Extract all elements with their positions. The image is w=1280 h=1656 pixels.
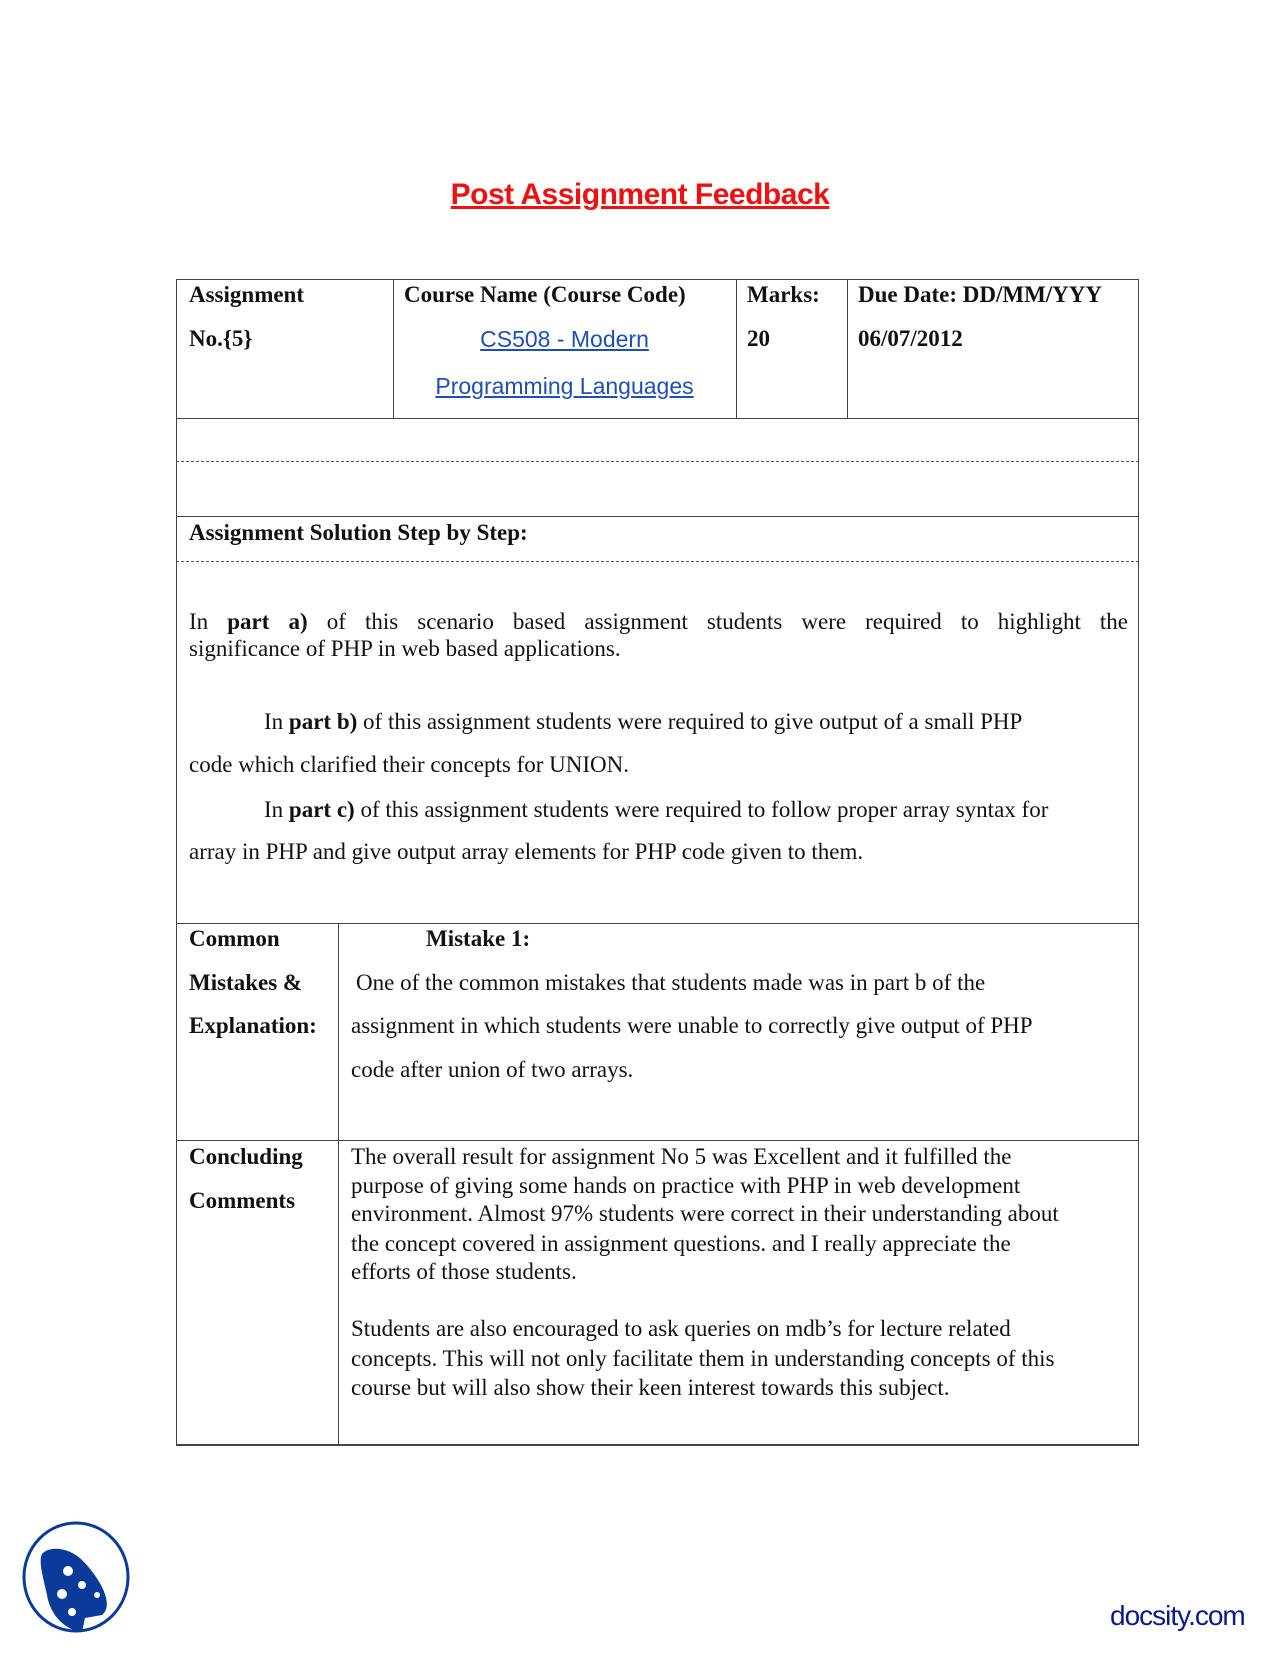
- part-label: part c): [288, 797, 355, 822]
- course-link-line1-wrap: [393, 325, 736, 354]
- concluding-label: Comments: [189, 1188, 296, 1213]
- comment-line: environment. Almost 97% students were correct in their understanding about: [351, 1201, 1059, 1226]
- due-date-value: 06/07/2012: [858, 326, 963, 351]
- docsity-logo-icon: [20, 1520, 132, 1635]
- mistakes-label: Explanation:: [189, 1013, 317, 1038]
- table-border-bottom: [176, 1444, 1139, 1446]
- mistakes-label: Common: [189, 926, 280, 951]
- concluding-label: Concluding: [189, 1144, 303, 1169]
- table-divider: [176, 1140, 1139, 1141]
- marks-label: Marks:: [747, 282, 820, 307]
- column-divider: [736, 279, 737, 418]
- part-label: part a): [227, 609, 308, 634]
- text: of this scenario based assignment students were required to highlight the: [326, 609, 1129, 634]
- table-divider: [176, 516, 1139, 517]
- course-link[interactable]: CS508 - Modern: [480, 326, 649, 352]
- marks-value: 20: [747, 326, 770, 351]
- text: In: [189, 609, 209, 634]
- text: In: [264, 797, 284, 822]
- comment-line: the concept covered in assignment questions. and I really appreciate the: [351, 1231, 1011, 1256]
- part-c-line2: array in PHP and give output array elements for PHP code given to them.: [189, 839, 864, 864]
- mistake-line: assignment in which students were unable to correctly give output of PHP: [351, 1013, 1033, 1038]
- page-title: Post Assignment Feedback: [450, 178, 830, 211]
- due-date-label: Due Date: DD/MM/YYY: [858, 282, 1102, 307]
- table-border-left: [176, 279, 177, 1445]
- course-link-line2-wrap: [393, 372, 736, 401]
- table-border-top: [176, 279, 1139, 280]
- part-a-line2: significance of PHP in web based applications.: [189, 636, 621, 661]
- comment-line: purpose of giving some hands on practice with PHP in web development: [351, 1173, 1021, 1198]
- assignment-number: No.{5}: [189, 326, 253, 351]
- mistake-heading: Mistake 1:: [426, 926, 531, 951]
- part-label: part b): [288, 709, 358, 734]
- part-b-line2: code which clarified their concepts for UNION.: [189, 752, 630, 777]
- course-link[interactable]: Programming Languages: [435, 373, 694, 399]
- mistakes-label: Mistakes &: [189, 970, 303, 995]
- course-label: Course Name (Course Code): [404, 282, 686, 307]
- table-divider: [176, 418, 1139, 419]
- comment-line: concepts. This will not only facilitate them in understanding concepts of this: [351, 1346, 1055, 1371]
- table-border-right: [1138, 279, 1139, 1445]
- comment-line: The overall result for assignment No 5 was Excellent and it fulfilled the: [351, 1144, 1012, 1169]
- solution-heading: Assignment Solution Step by Step:: [189, 520, 528, 545]
- table-divider: [176, 923, 1139, 924]
- docsity-brand-link[interactable]: docsity.com: [1110, 1600, 1245, 1631]
- text: of this assignment students were required to give output of a small PHP: [363, 709, 1023, 734]
- dashed-divider: [176, 461, 1139, 462]
- text: of this assignment students were required to follow proper array syntax for: [360, 797, 1049, 822]
- part-a-line1: [189, 608, 1128, 636]
- part-b-line1: [264, 708, 1022, 736]
- mistake-line: code after union of two arrays.: [351, 1057, 634, 1082]
- column-divider: [338, 923, 339, 1445]
- comment-line: efforts of those students.: [351, 1259, 577, 1284]
- comment-line: course but will also show their keen interest towards this subject.: [351, 1375, 950, 1400]
- assignment-label: Assignment: [189, 282, 305, 307]
- column-divider: [847, 279, 848, 418]
- comment-line: Students are also encouraged to ask queries on mdb’s for lecture related: [351, 1316, 1011, 1341]
- part-c-line1: [264, 796, 1048, 824]
- dashed-divider: [176, 561, 1139, 562]
- mistake-line: One of the common mistakes that students made was in part b of the: [356, 970, 986, 995]
- text: In: [264, 709, 284, 734]
